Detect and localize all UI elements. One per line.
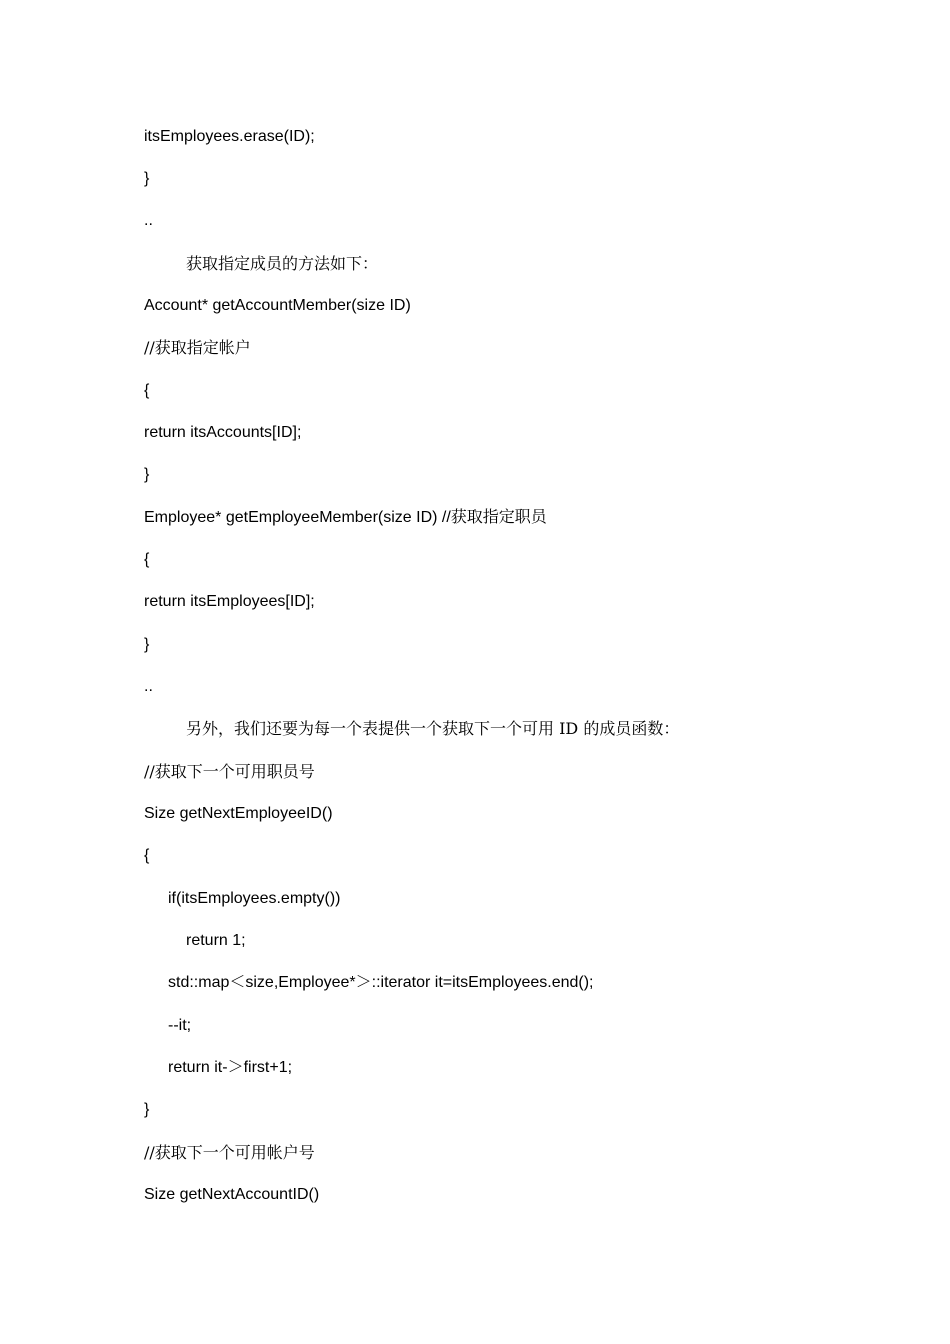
code-line: Employee* getEmployeeMember(size ID) //获取指定职员 — [144, 509, 547, 526]
paragraph-text: 另外，我们还要为每一个表提供一个获取下一个可用 ID 的成员函数： — [186, 719, 680, 738]
code-line: return it-＞first+1; — [168, 1059, 293, 1076]
code-line: if(itsEmployees.empty()) — [168, 890, 341, 907]
code-line: Account* getAccountMember(size ID) — [144, 297, 411, 314]
code-line: return 1; — [186, 932, 246, 949]
code-comment: //获取指定帐户 — [144, 338, 251, 357]
code-line: itsEmployees.erase(ID); — [144, 128, 315, 145]
code-comment: //获取下一个可用帐户号 — [144, 1143, 315, 1162]
code-line: } — [144, 170, 150, 187]
code-line: Size getNextEmployeeID() — [144, 805, 333, 822]
code-line: return itsAccounts[ID]; — [144, 424, 302, 441]
code-line: --it; — [168, 1017, 192, 1034]
code-line: { — [144, 551, 150, 568]
code-line: std::map＜size,Employee*＞::iterator it=itsEmployees.end(); — [168, 974, 594, 991]
code-line: Size getNextAccountID() — [144, 1186, 320, 1203]
ellipsis-line: .. — [144, 678, 153, 695]
ellipsis-line: .. — [144, 212, 153, 229]
code-line: } — [144, 466, 150, 483]
code-comment: //获取下一个可用职员号 — [144, 762, 315, 781]
code-line: return itsEmployees[ID]; — [144, 593, 315, 610]
code-line: { — [144, 847, 150, 864]
code-line: { — [144, 382, 150, 399]
paragraph-text: 获取指定成员的方法如下： — [186, 254, 379, 273]
code-line: } — [144, 1101, 150, 1118]
code-line: } — [144, 636, 150, 653]
